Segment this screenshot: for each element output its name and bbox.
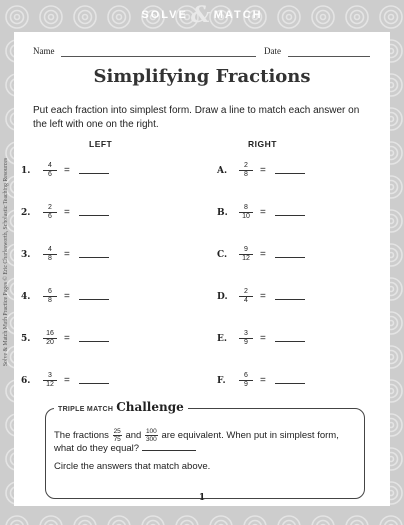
name-field[interactable] [61,56,256,57]
equals-sign: = [64,333,70,344]
date-label: Date [264,46,281,56]
right-column-heading: RIGHT [248,139,277,149]
answer-blank[interactable] [79,383,109,384]
answer-blank[interactable] [275,299,305,300]
worksheet-page [14,32,390,506]
page-title: Simplifying Fractions [93,66,311,87]
equals-sign: = [64,249,70,260]
answer-blank[interactable] [79,257,109,258]
fraction: $\frac{3}{9}$ [239,330,253,347]
problem-label: 2. [21,208,31,218]
answer-blank[interactable] [275,173,305,174]
answer-blank[interactable] [79,215,109,216]
equals-sign: = [260,291,266,302]
challenge-label [54,400,188,414]
header-banner [0,0,404,30]
challenge-answer-blank[interactable] [142,450,196,451]
challenge-label-small: TRIPLE MATCH [58,406,114,413]
challenge-fraction-1: $\frac{25}{75}$ [113,428,121,443]
problem-label: D. [217,292,228,302]
answer-blank[interactable] [79,173,109,174]
problem-label: A. [217,166,228,176]
instructions: Put each fraction into simplest form. Draw a line to match each answer on the left with one on the right. [33,105,360,130]
fraction: $\frac{4}{8}$ [43,246,57,263]
equals-sign: = [260,207,266,218]
challenge-text: The fractions $\frac{25}{75}$ and $\frac{100}{300}$ are equivalent. When put in simplest form, what do they equal? Circle the answers that match above. [54,428,354,473]
answer-blank[interactable] [79,299,109,300]
challenge-box [45,400,365,499]
fraction: $\frac{3}{12}$ [43,372,57,389]
fraction: $\frac{4}{6}$ [43,162,57,179]
challenge-instruction: Circle the answers that match above. [54,460,211,472]
problem-label: 1. [21,166,31,176]
equals-sign: = [64,207,70,218]
fraction: $\frac{2}{8}$ [239,162,253,179]
challenge-label-big: Challenge [116,400,184,414]
problem-label: 6. [21,376,31,386]
header-solve: SOLVE [141,9,188,21]
fraction: $\frac{6}{8}$ [43,288,57,305]
equals-sign: = [260,249,266,260]
left-column-heading: LEFT [89,139,113,149]
date-field[interactable] [288,56,370,57]
problem-label: F. [217,376,226,386]
answer-blank[interactable] [79,341,109,342]
fraction: $\frac{8}{10}$ [239,204,253,221]
copyright-side-text: Solve & Match Math Practice Pages © Eric Charlesworth, Scholastic Teaching Resources [3,157,9,367]
equals-sign: = [64,375,70,386]
equals-sign: = [260,333,266,344]
problem-label: 3. [21,250,31,260]
answer-blank[interactable] [275,215,305,216]
fraction: $\frac{16}{20}$ [43,330,57,347]
equals-sign: = [260,165,266,176]
fraction: $\frac{6}{9}$ [239,372,253,389]
problem-label: B. [217,208,228,218]
answer-blank[interactable] [275,257,305,258]
fraction: $\frac{2}{4}$ [239,288,253,305]
equals-sign: = [64,165,70,176]
name-label: Name [33,46,55,56]
answer-blank[interactable] [275,341,305,342]
problem-label: E. [217,334,227,344]
challenge-fraction-2: $\frac{100}{300}$ [145,428,157,443]
problem-label: 5. [21,334,31,344]
page-number: 1 [198,493,206,503]
equals-sign: = [64,291,70,302]
equals-sign: = [260,375,266,386]
problem-label: C. [217,250,228,260]
fraction: $\frac{2}{6}$ [43,204,57,221]
problem-label: 4. [21,292,31,302]
answer-blank[interactable] [275,383,305,384]
header-ampersand: & [190,2,211,28]
fraction: $\frac{9}{12}$ [239,246,253,263]
header-match: MATCH [213,9,263,21]
